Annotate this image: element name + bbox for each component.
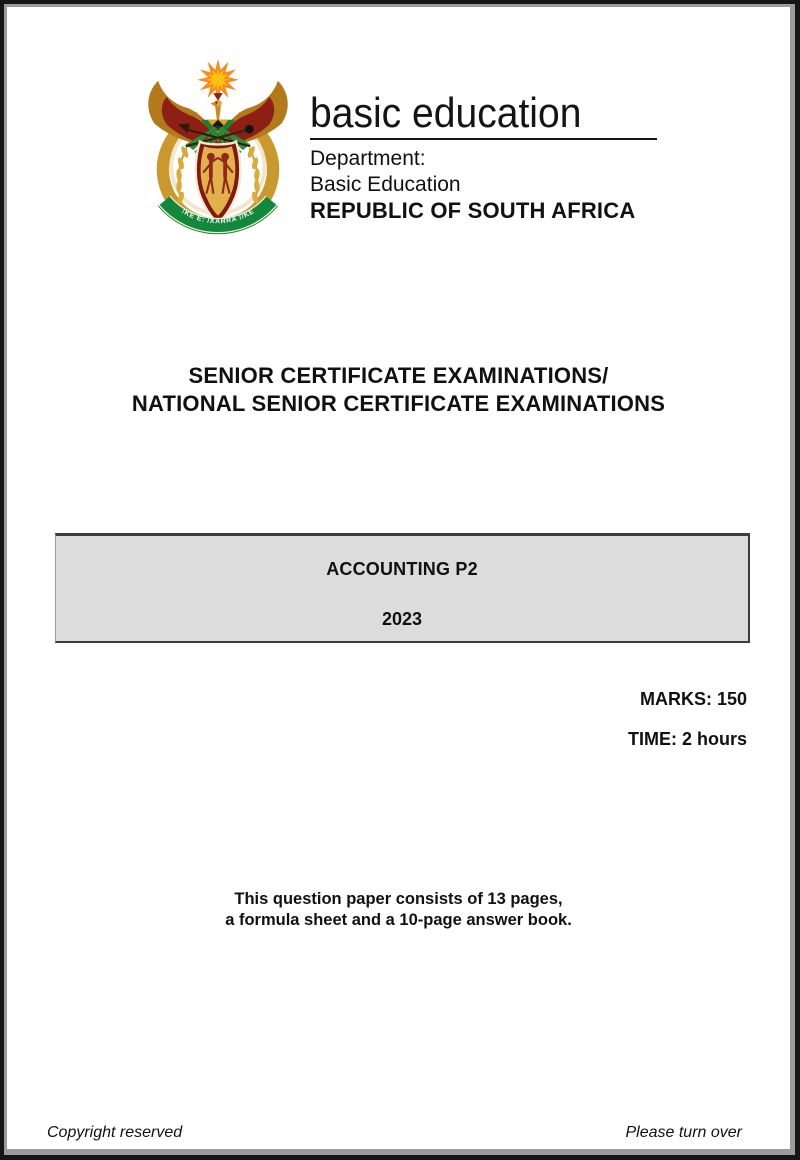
exam-title-line2: NATIONAL SENIOR CERTIFICATE EXAMINATIONS <box>131 391 666 416</box>
coat-of-arms-motto: !KE E: /XARRA //KE <box>180 208 256 226</box>
brand-underline <box>310 138 657 140</box>
exam-year: 2023 <box>381 609 423 629</box>
exam-title-line1: SENIOR CERTIFICATE EXAMINATIONS/ <box>188 363 609 388</box>
coat-of-arms-logo <box>142 56 294 248</box>
secretary-bird-icon <box>210 93 222 122</box>
exam-details <box>628 690 747 748</box>
copyright-notice: Copyright reserved <box>47 1124 183 1141</box>
exam-title <box>7 362 790 418</box>
subject-box <box>55 533 750 643</box>
paper-note-line1: This question paper consists of 13 pages, <box>234 890 563 908</box>
paper-note <box>7 889 790 931</box>
country-name: REPUBLIC OF SOUTH AFRICA <box>310 198 636 223</box>
document-page <box>7 7 790 1149</box>
brand-title: basic education <box>310 89 582 136</box>
department-block <box>310 146 635 224</box>
time-value: TIME: 2 hours <box>627 729 747 749</box>
turn-over-notice: Please turn over <box>625 1124 742 1141</box>
department-name: Basic Education <box>310 173 461 196</box>
paper-note-line2: a formula sheet and a 10-page answer book. <box>225 911 572 929</box>
marks-value: MARKS: 150 <box>639 689 747 709</box>
department-label: Department: <box>310 147 426 170</box>
subject-name: ACCOUNTING P2 <box>326 559 478 579</box>
